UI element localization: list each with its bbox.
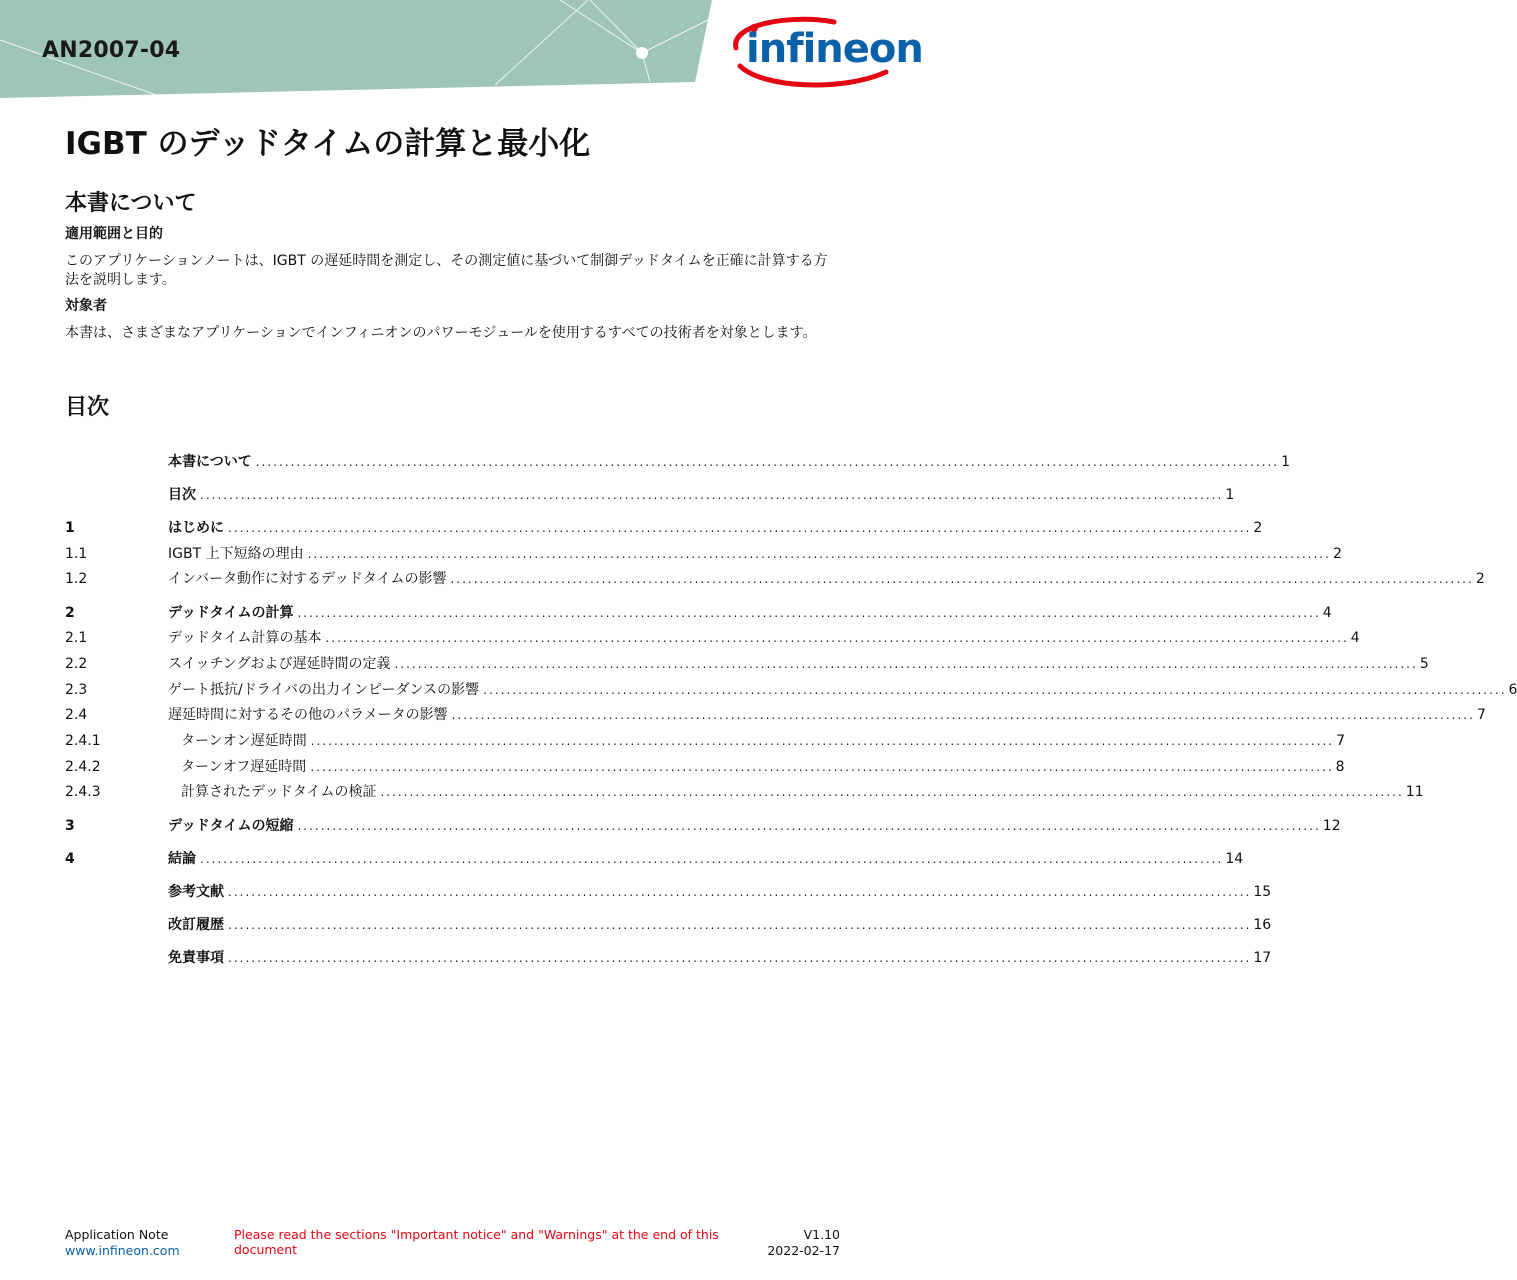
toc-row[interactable] [65, 628, 1360, 648]
toc-page-number[interactable]: 14 [1225, 851, 1244, 867]
toc-entry[interactable] [168, 518, 1263, 538]
toc-page-number[interactable]: 1 [1281, 454, 1290, 470]
toc-leader-dots: ................................................................................................................................................................................ [228, 918, 1252, 932]
toc-page-number[interactable]: 2 [1332, 546, 1342, 562]
toc-title[interactable]: ターンオフ遅延時間 [181, 759, 307, 775]
toc-row[interactable] [65, 948, 1272, 968]
toc-leader-dots: ................................................................................................................................................................................ [325, 631, 1349, 645]
toc-entry[interactable] [168, 680, 1517, 700]
toc-leader-dots: ................................................................................................................................................................................ [200, 488, 1224, 502]
toc-page-number[interactable]: 6 [1508, 682, 1517, 698]
toc-page-number[interactable]: 8 [1335, 759, 1345, 775]
toc-entry[interactable] [168, 452, 1290, 472]
scope-paragraph: このアプリケーションノートは、IGBT の遅延時間を測定し、その測定値に基づいて制御デッドタイムを正確に計算する方法を説明します。 [65, 253, 828, 288]
toc-leader-dots: ................................................................................................................................................................................ [394, 657, 1418, 671]
toc-row[interactable] [65, 849, 1244, 869]
toc-row[interactable] [65, 654, 1429, 674]
logo-wordmark: infineon [746, 26, 923, 72]
toc-entry[interactable] [168, 485, 1235, 505]
toc-entry[interactable] [168, 948, 1272, 968]
about-heading: 本書について [65, 191, 197, 216]
toc-number: 2.2 [65, 656, 88, 672]
toc-number: 2.4.3 [65, 784, 101, 800]
toc-number: 3 [65, 818, 75, 834]
toc-leader-dots: ................................................................................................................................................................................ [380, 785, 1404, 799]
footer-version: V1.10 [803, 1227, 840, 1242]
toc-title[interactable]: 本書について [168, 454, 252, 470]
toc-title[interactable]: デッドタイム計算の基本 [168, 630, 322, 646]
toc-number: 2 [65, 605, 75, 621]
footer-left [65, 1227, 180, 1259]
toc-title[interactable]: デッドタイムの短縮 [168, 818, 294, 834]
toc-title[interactable]: ターンオン遅延時間 [181, 733, 307, 749]
toc-number: 2.4.2 [65, 759, 101, 775]
toc-page-number[interactable]: 15 [1253, 884, 1272, 900]
toc-row[interactable] [65, 603, 1332, 623]
toc-leader-dots: ................................................................................................................................................................................ [307, 547, 1331, 561]
toc-page-number[interactable]: 2 [1253, 520, 1263, 536]
toc-entry[interactable] [168, 603, 1332, 623]
toc-page-number[interactable]: 5 [1419, 656, 1429, 672]
toc-title[interactable]: はじめに [168, 520, 224, 536]
audience-heading: 対象者 [65, 298, 107, 314]
footer-right [767, 1227, 840, 1259]
toc-page-number[interactable]: 16 [1253, 917, 1272, 933]
toc-entry[interactable] [168, 544, 1342, 564]
toc-row[interactable] [65, 485, 1235, 505]
toc-title[interactable]: 結論 [168, 851, 196, 867]
toc-page-number[interactable]: 12 [1322, 818, 1341, 834]
toc-row[interactable] [65, 731, 1345, 751]
toc-page-number[interactable]: 7 [1476, 707, 1486, 723]
toc-row[interactable] [65, 782, 1424, 802]
toc-title[interactable]: 計算されたデッドタイムの検証 [181, 784, 377, 800]
toc-page-number[interactable]: 7 [1336, 733, 1345, 749]
toc-title[interactable]: 免責事項 [168, 950, 224, 966]
toc-title[interactable]: スイッチングおよび遅延時間の定義 [168, 656, 391, 672]
toc-entry[interactable] [181, 757, 1345, 777]
toc-number: 2.4.1 [65, 733, 101, 749]
toc-title[interactable]: インバータ動作に対するデッドタイムの影響 [168, 571, 447, 587]
document-id: AN2007-04 [42, 38, 181, 63]
toc-entry[interactable] [168, 882, 1272, 902]
toc-leader-dots: ................................................................................................................................................................................ [228, 521, 1252, 535]
toc-title[interactable]: 遅延時間に対するその他のパラメータの影響 [168, 707, 448, 723]
toc-page-number[interactable]: 4 [1322, 605, 1332, 621]
toc-row[interactable] [65, 915, 1272, 935]
footer-notice: Please read the sections "Important notice" and "Warnings" at the end of this document [234, 1227, 719, 1257]
toc-row[interactable] [65, 452, 1290, 472]
toc-page-number[interactable]: 1 [1225, 487, 1235, 503]
toc-row[interactable] [65, 569, 1485, 589]
toc-title[interactable]: 目次 [168, 487, 196, 503]
document-title: IGBT のデッドタイムの計算と最小化 [65, 126, 591, 162]
toc-page-number[interactable]: 4 [1350, 630, 1360, 646]
toc-number: 1 [65, 520, 75, 536]
toc-entry[interactable] [168, 654, 1429, 674]
toc-title[interactable]: 参考文献 [168, 884, 224, 900]
toc-number: 2.3 [65, 682, 88, 698]
toc-leader-dots: ................................................................................................................................................................................ [310, 760, 1334, 774]
toc-row[interactable] [65, 816, 1341, 836]
toc-entry[interactable] [168, 816, 1341, 836]
toc-leader-dots: ................................................................................................................................................................................ [228, 951, 1252, 965]
toc-page-number[interactable]: 11 [1405, 784, 1424, 800]
toc-leader-dots: ................................................................................................................................................................................ [228, 885, 1252, 899]
footer-doc-type: Application Note [65, 1227, 169, 1242]
toc-entry[interactable] [168, 915, 1272, 935]
toc-number: 2.4 [65, 707, 88, 723]
toc-leader-dots: ................................................................................................................................................................................ [297, 606, 1321, 620]
toc-leader-dots: ................................................................................................................................................................................ [450, 572, 1474, 586]
toc-title[interactable]: ゲート抵抗/ドライバの出力インピーダンスの影響 [168, 682, 480, 698]
toc-entry[interactable] [168, 705, 1486, 725]
toc-title[interactable]: 改訂履歴 [168, 917, 224, 933]
toc-number: 2.1 [65, 630, 88, 646]
toc-entry[interactable] [181, 782, 1424, 802]
toc-row[interactable] [65, 518, 1263, 538]
toc-row[interactable] [65, 882, 1272, 902]
toc-leader-dots: ................................................................................................................................................................................ [297, 819, 1321, 833]
toc-row[interactable] [65, 757, 1345, 777]
toc-entry[interactable] [168, 569, 1485, 589]
toc-title[interactable]: デッドタイムの計算 [168, 605, 294, 621]
toc-leader-dots: ................................................................................................................................................................................ [255, 455, 1280, 469]
toc-page-number[interactable]: 2 [1475, 571, 1485, 587]
toc-leader-dots: ................................................................................................................................................................................ [310, 734, 1335, 748]
toc-entry[interactable] [168, 849, 1244, 869]
toc-leader-dots: ................................................................................................................................................................................ [483, 683, 1507, 697]
toc-number: 4 [65, 851, 75, 867]
toc-number: 1.1 [65, 546, 88, 562]
toc-number: 1.2 [65, 571, 88, 587]
audience-paragraph: 本書は、さまざまなアプリケーションでインフィニオンのパワーモジュールを使用するすべての技術者を対象とします。 [65, 325, 817, 341]
scope-heading: 適用範囲と目的 [65, 226, 163, 242]
toc-leader-dots: ................................................................................................................................................................................ [200, 852, 1224, 866]
toc-leader-dots: ................................................................................................................................................................................ [451, 708, 1475, 722]
toc-row[interactable] [65, 705, 1486, 725]
toc-page-number[interactable]: 17 [1253, 950, 1272, 966]
toc-entry[interactable] [168, 628, 1360, 648]
footer-date: 2022-02-17 [767, 1243, 840, 1258]
toc-title[interactable]: IGBT 上下短絡の理由 [168, 546, 304, 562]
footer-website-link[interactable]: www.infineon.com [65, 1243, 180, 1258]
toc-row[interactable] [65, 544, 1342, 564]
toc-entry[interactable] [181, 731, 1345, 751]
toc-heading: 目次 [65, 395, 110, 420]
toc-row[interactable] [65, 680, 1517, 700]
